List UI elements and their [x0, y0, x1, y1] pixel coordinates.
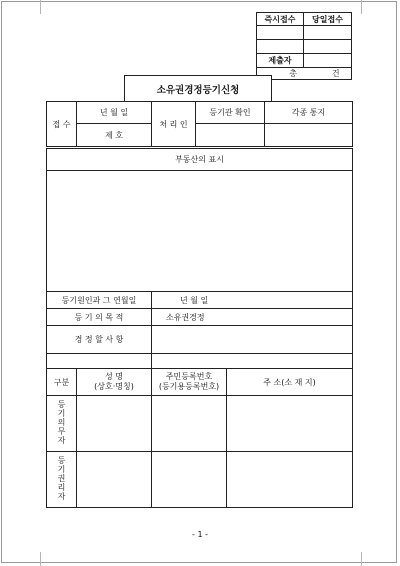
- receipt-box: [256, 12, 352, 80]
- obligor-name-field[interactable]: [77, 396, 152, 452]
- notices-cell[interactable]: [265, 124, 353, 147]
- same-day-intake-label: 즉시접수: [257, 13, 304, 26]
- cause-date-field[interactable]: 년 월 일: [152, 292, 353, 309]
- submitter-cell[interactable]: [304, 54, 352, 68]
- purpose-label: 등 기 의 목 적: [47, 309, 152, 326]
- obligee-name-field[interactable]: [77, 452, 152, 508]
- col-category: 구분: [47, 369, 77, 396]
- property-description-area[interactable]: [47, 171, 353, 292]
- total-label: 총: [289, 69, 297, 78]
- obligee-address-field[interactable]: [227, 452, 353, 508]
- application-table: [46, 148, 353, 508]
- correction-field[interactable]: [152, 326, 353, 354]
- correction-label: 경 정 할 사 항: [47, 326, 152, 354]
- blank-row-left[interactable]: [47, 354, 152, 369]
- same-day-intake-cell[interactable]: [257, 26, 304, 40]
- registrar-check-label: 등기관 확인: [196, 102, 265, 124]
- obligor-id-field[interactable]: [152, 396, 227, 452]
- obligee-label: 등기권리자: [57, 456, 66, 501]
- col-name-header: [77, 369, 152, 396]
- receipt-blank-cell-1[interactable]: [257, 40, 304, 54]
- obligee-label-cell: [47, 452, 77, 508]
- intake-table: [46, 101, 353, 147]
- col-id-line1: 주민등록번호: [165, 372, 213, 381]
- col-id-line2: (등기용등록번호): [158, 382, 220, 391]
- crop-mark-bottom-right: [355, 552, 362, 566]
- intake-label: 접 수: [47, 102, 77, 147]
- col-name-line2: (상호·명칭): [94, 382, 134, 391]
- receipt-blank-cell-2[interactable]: [304, 40, 352, 54]
- intake-number-label: 제 호: [77, 124, 152, 147]
- form-title: 소유권경정등기신청: [124, 75, 272, 101]
- property-header: 부동산의 표시: [47, 149, 353, 171]
- delayed-intake-label: 당일접수: [304, 13, 352, 26]
- col-address-header: 주 소(소 재 지): [227, 369, 353, 396]
- obligor-address-field[interactable]: [227, 396, 353, 452]
- cause-label: 등기원인과 그 연월일: [47, 292, 152, 309]
- cases-label: 건: [331, 69, 340, 78]
- obligor-label-cell: [47, 396, 77, 452]
- delayed-intake-cell[interactable]: [304, 26, 352, 40]
- crop-mark-bottom-left: [40, 552, 47, 566]
- page-number: - 1 -: [192, 530, 208, 539]
- handler-label: 처 리 인: [152, 102, 196, 147]
- submitter-label: 제출자: [257, 54, 304, 68]
- col-id-header: [152, 369, 227, 396]
- crop-mark-top-right: [355, 0, 362, 14]
- purpose-value: 소유권경정: [152, 309, 353, 326]
- blank-row-right[interactable]: [152, 354, 353, 369]
- obligor-label: 등기의무자: [57, 400, 66, 445]
- crop-mark-top-left: [40, 0, 47, 14]
- obligee-id-field[interactable]: [152, 452, 227, 508]
- col-name-line1: 성 명: [105, 372, 123, 381]
- intake-date-label: 년 월 일: [77, 102, 152, 124]
- registrar-check-cell[interactable]: [196, 124, 265, 147]
- notices-label: 각종 통지: [265, 102, 353, 124]
